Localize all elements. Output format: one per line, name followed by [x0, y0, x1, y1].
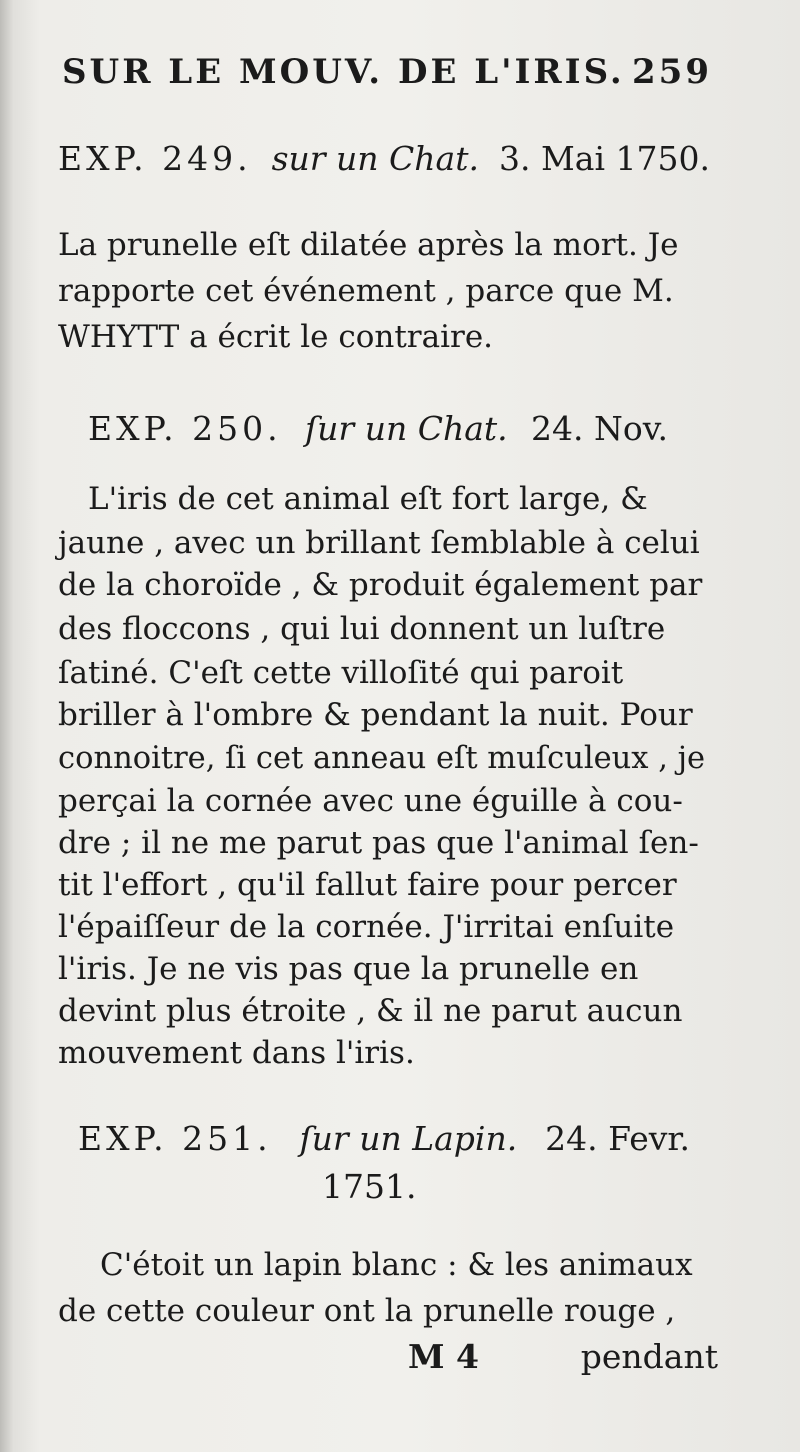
exp-250-line: connoitre, ſi cet anneau eſt muſculeux , je [58, 741, 706, 776]
exp-251-heading [78, 1116, 690, 1162]
exp-249-line: La prunelle eſt dilatée après la mort. Je [58, 227, 679, 263]
exp-251-subject: ſur un Lapin. [299, 1119, 518, 1158]
page-spine-shadow [0, 0, 14, 1452]
exp-250-line: de la choroïde , & produit également par [58, 567, 703, 603]
exp-250-line: perçai la cornée avec une éguille à cou- [58, 783, 683, 819]
exp-250-line: tit l'effort , qu'il fallut faire pour percer [58, 867, 677, 903]
exp-249-label: EXP. 249. [58, 139, 252, 178]
page-number: 259 [632, 52, 712, 92]
exp-251-year: 1751. [322, 1167, 417, 1206]
exp-250-heading [88, 406, 668, 452]
signature-mark: M 4 [408, 1337, 479, 1376]
running-head [62, 52, 712, 102]
exp-250-line: L'iris de cet animal eſt fort large, & [88, 481, 648, 517]
exp-250-line: ſatiné. C'eſt cette villoſité qui paroit [58, 655, 624, 691]
exp-250-line: l'iris. Je ne vis pas que la prunelle en [58, 951, 639, 987]
exp-250-line: devint plus étroite , & il ne parut aucun [58, 993, 683, 1029]
exp-250-line: briller à l'ombre & pendant la nuit. Pour [58, 697, 693, 733]
exp-250-subject: ſur un Chat. [304, 409, 508, 448]
catchword: pendant [580, 1337, 718, 1376]
exp-250-line: des floccons , qui lui donnent un luſtre [58, 611, 666, 647]
exp-251-label: EXP. 251. [78, 1119, 272, 1158]
exp-249-date: 3. Mai 1750. [499, 139, 710, 178]
exp-251-date: 24. Fevr. [545, 1119, 690, 1158]
exp-249-line: WHYTT a écrit le contraire. [58, 319, 494, 355]
page-footer [58, 1332, 718, 1382]
exp-250-label: EXP. 250. [88, 409, 282, 448]
exp-250-date: 24. Nov. [531, 409, 668, 448]
exp-250-line: jaune , avec un brillant ſemblable à celui [58, 525, 700, 561]
exp-249-line: rapporte cet événement , parce que M. [58, 273, 674, 309]
running-head-title: SUR LE MOUV. DE L'IRIS. [62, 52, 625, 92]
exp-249-subject: sur un Chat. [271, 139, 479, 178]
exp-250-line: dre ; il ne me parut pas que l'animal ſen- [58, 825, 699, 861]
exp-250-line: l'épaiſſeur de la cornée. J'irritai enſuite [58, 909, 675, 945]
exp-249-heading [58, 136, 710, 182]
exp-251-line: de cette couleur ont la prunelle rouge , [58, 1293, 676, 1329]
exp-250-line: mouvement dans l'iris. [58, 1035, 415, 1071]
exp-251-line: C'étoit un lapin blanc : & les animaux [100, 1247, 693, 1283]
